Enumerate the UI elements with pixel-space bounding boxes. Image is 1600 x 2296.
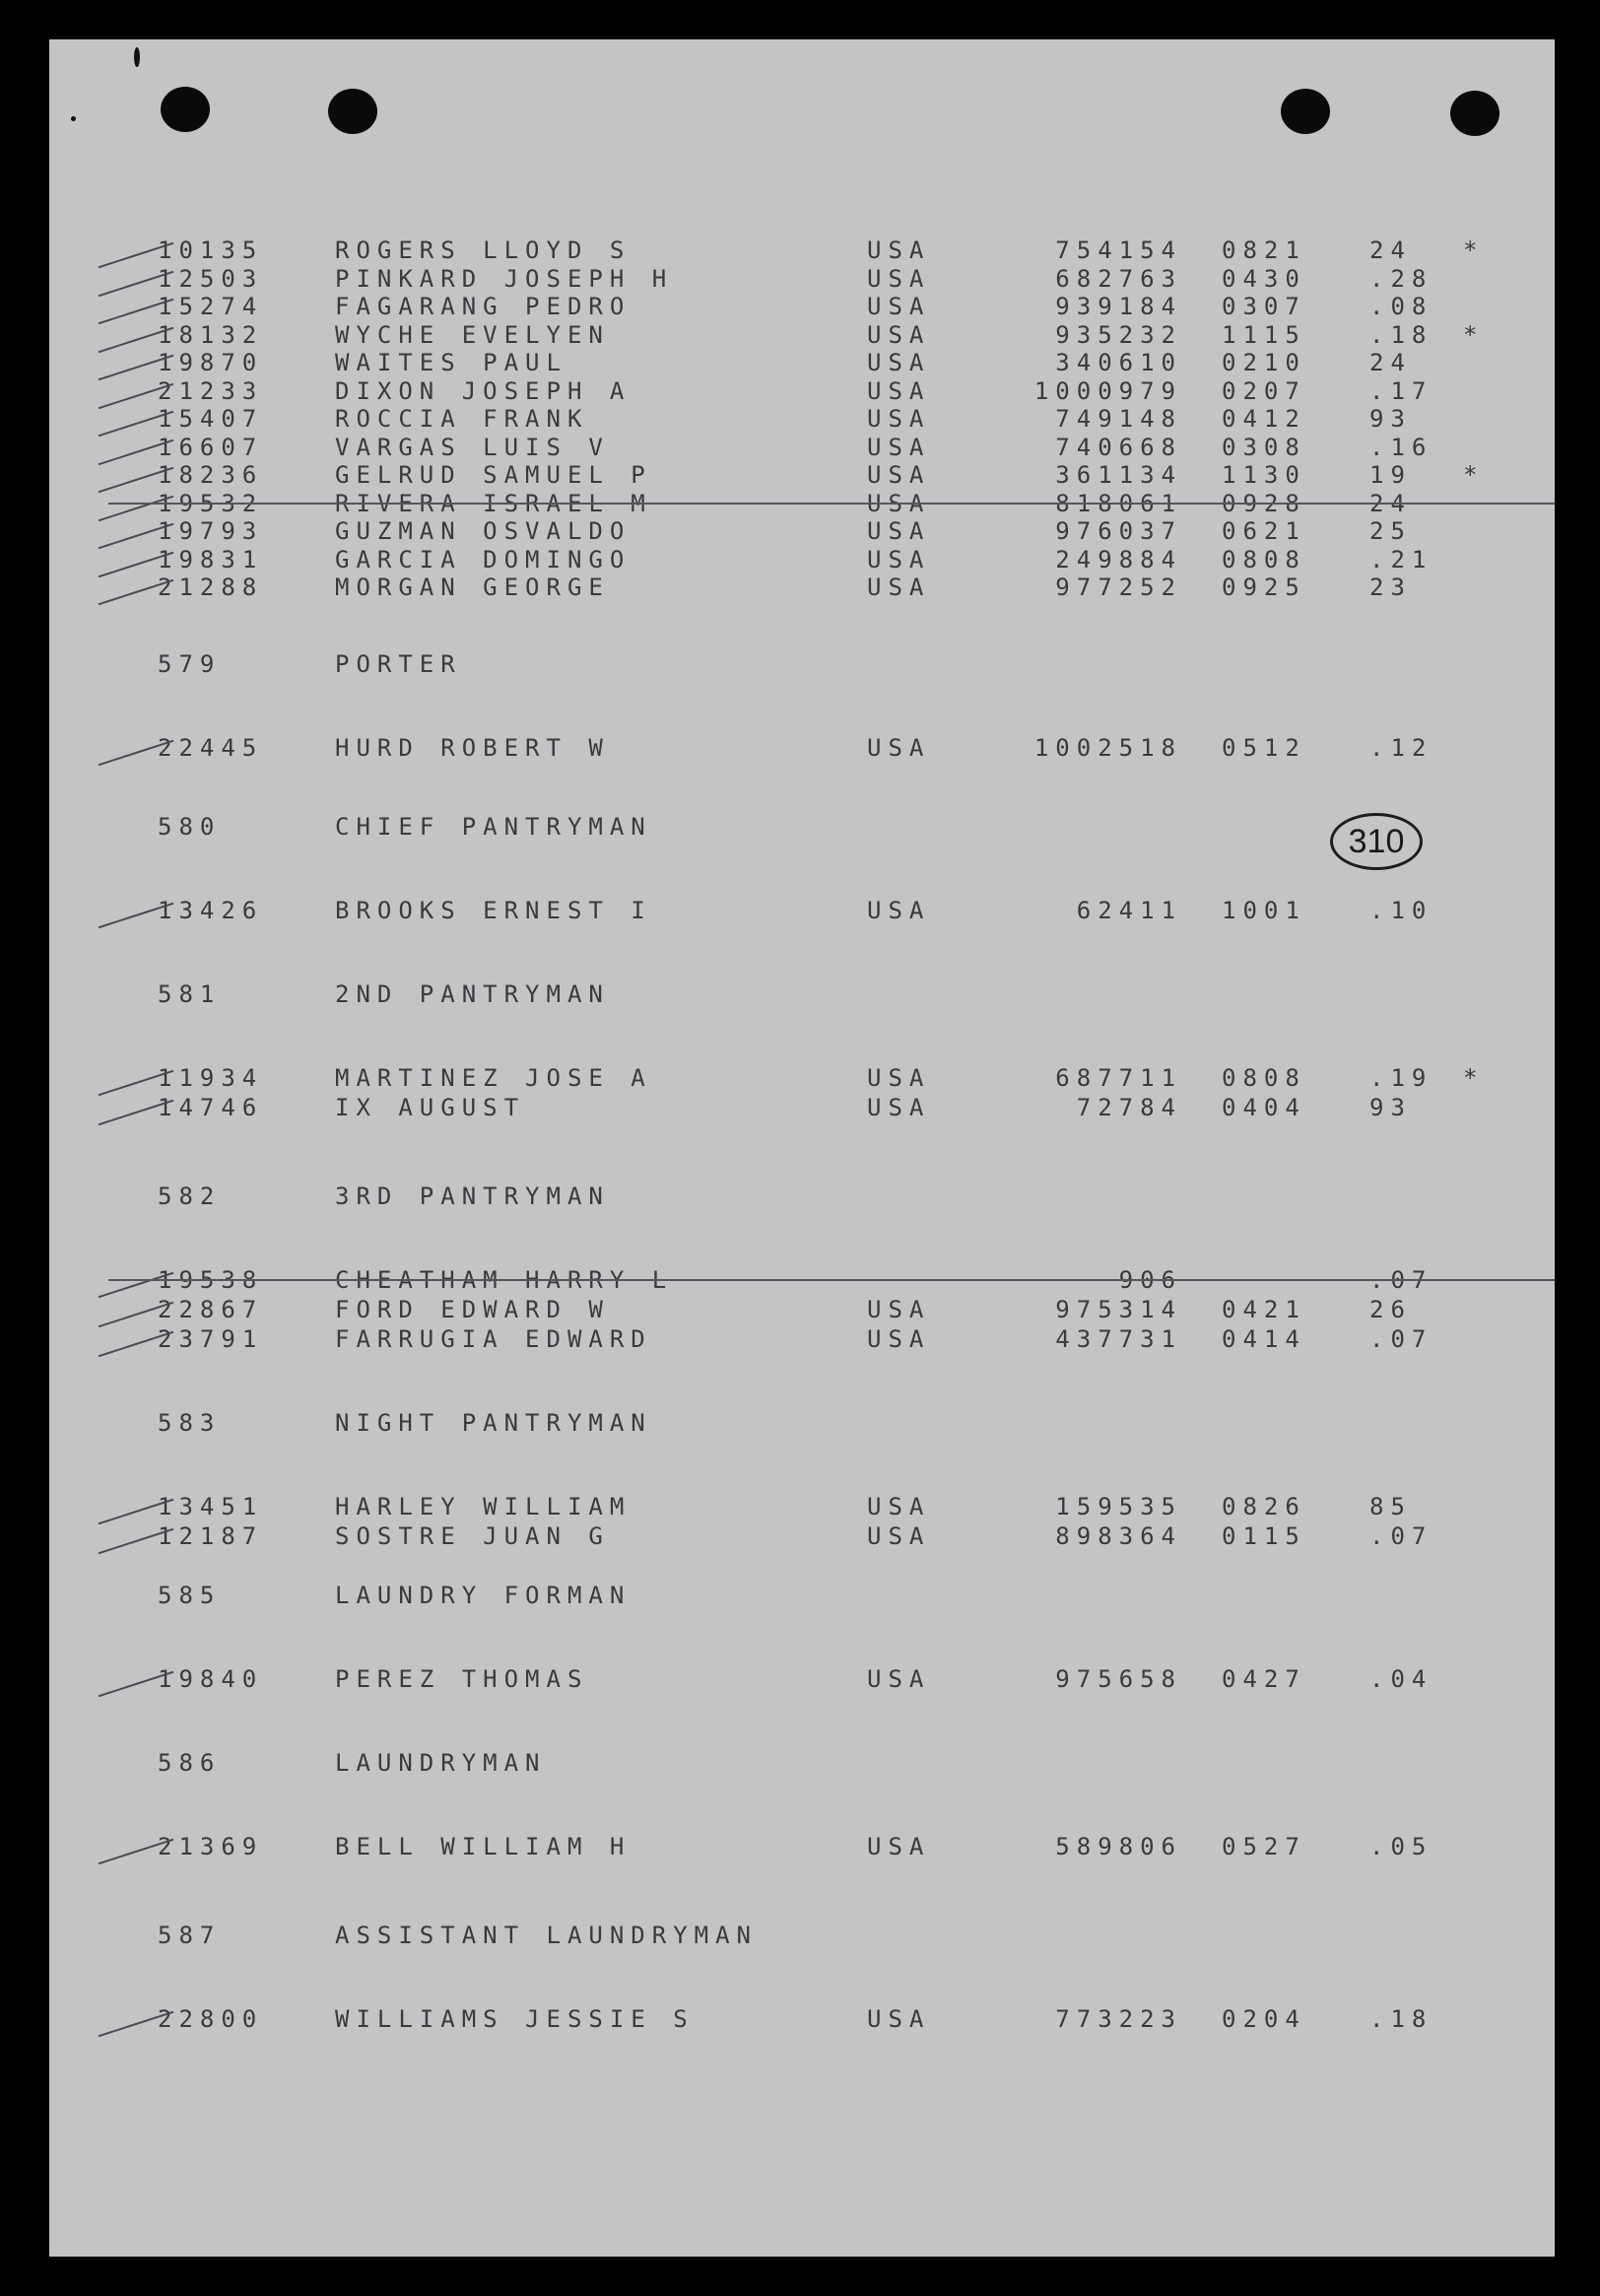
date-code: 0412 xyxy=(1222,405,1306,433)
certificate-number: 340610 xyxy=(1055,349,1182,376)
rate-value: .21 xyxy=(1369,545,1433,574)
nationality: USA xyxy=(867,236,931,264)
certificate-number: 72784 xyxy=(1076,1094,1182,1121)
date-code: 0307 xyxy=(1222,293,1306,320)
certificate-number: 975658 xyxy=(1055,1665,1182,1693)
roster-row xyxy=(49,574,1555,601)
crew-name: FAGARANG PEDRO xyxy=(335,293,632,320)
date-code: 0207 xyxy=(1222,376,1306,405)
rate-value: .17 xyxy=(1369,376,1433,405)
rate-value: 19 xyxy=(1369,461,1412,489)
crew-id: 19793 xyxy=(158,517,264,545)
crew-name: DIXON JOSEPH A xyxy=(335,376,632,405)
nationality: USA xyxy=(867,545,931,574)
roster-row xyxy=(49,293,1555,320)
certificate-number: 740668 xyxy=(1055,433,1182,461)
rate-value: .12 xyxy=(1369,734,1433,762)
section-code: 586 xyxy=(158,1749,222,1777)
roster-row xyxy=(49,897,1555,924)
certificate-number: 687711 xyxy=(1055,1064,1182,1092)
crew-id: 21288 xyxy=(158,574,264,601)
crew-name: PINKARD JOSEPH H xyxy=(335,264,674,293)
certificate-number: 773223 xyxy=(1055,2005,1182,2033)
rate-value: 24 xyxy=(1369,349,1412,376)
nationality: USA xyxy=(867,461,931,489)
certificate-number: 1002518 xyxy=(1033,734,1182,762)
roster-row xyxy=(49,1094,1555,1121)
rate-value: .07 xyxy=(1369,1266,1433,1294)
crew-name: BROOKS ERNEST I xyxy=(335,897,652,924)
crew-id: 19840 xyxy=(158,1665,264,1693)
certificate-number: 975314 xyxy=(1055,1296,1182,1323)
date-code: 0210 xyxy=(1222,349,1306,376)
roster-row xyxy=(49,434,1555,461)
rate-value: .08 xyxy=(1369,293,1433,320)
date-code: 0621 xyxy=(1222,517,1306,545)
rate-value: .18 xyxy=(1369,2005,1433,2033)
date-code: 0928 xyxy=(1222,489,1306,517)
certificate-number: 906 xyxy=(1118,1266,1182,1294)
date-code: 0427 xyxy=(1222,1665,1306,1693)
crew-id: 19831 xyxy=(158,545,264,574)
section-heading xyxy=(49,1922,1555,1949)
roster-row xyxy=(49,1493,1555,1520)
roster-row xyxy=(49,517,1555,545)
punch-hole xyxy=(1281,89,1330,134)
section-title: PORTER xyxy=(335,650,462,678)
roster-row xyxy=(49,349,1555,376)
crew-id: 11934 xyxy=(158,1064,264,1092)
certificate-number: 361134 xyxy=(1055,461,1182,489)
date-code: 0826 xyxy=(1222,1493,1306,1520)
certificate-number: 589806 xyxy=(1055,1833,1182,1860)
nationality: USA xyxy=(867,1665,931,1693)
roster-row xyxy=(49,546,1555,574)
date-code: 0308 xyxy=(1222,433,1306,461)
crew-id: 16607 xyxy=(158,433,264,461)
nationality: USA xyxy=(867,1522,931,1550)
section-code: 587 xyxy=(158,1922,222,1949)
ink-mark xyxy=(71,116,76,121)
date-code: 0808 xyxy=(1222,545,1306,574)
crew-id: 13451 xyxy=(158,1493,264,1520)
nationality: USA xyxy=(867,734,931,762)
crew-name: BELL WILLIAM H xyxy=(335,1833,632,1860)
strikethrough-line xyxy=(108,1279,1555,1281)
nationality: USA xyxy=(867,349,931,376)
crew-name: GELRUD SAMUEL P xyxy=(335,461,652,489)
crew-id: 19532 xyxy=(158,489,264,517)
date-code: 1001 xyxy=(1222,897,1306,924)
nationality: USA xyxy=(867,1325,931,1353)
nationality: USA xyxy=(867,320,931,349)
section-heading xyxy=(49,980,1555,1008)
crew-name: ROGERS LLOYD S xyxy=(335,236,632,264)
certificate-number: 437731 xyxy=(1055,1325,1182,1353)
crew-id: 12503 xyxy=(158,264,264,293)
crew-id: 14746 xyxy=(158,1094,264,1121)
crew-id: 13426 xyxy=(158,897,264,924)
crew-id: 18236 xyxy=(158,461,264,489)
certificate-number: 682763 xyxy=(1055,264,1182,293)
certificate-number: 62411 xyxy=(1076,897,1182,924)
rate-value: .07 xyxy=(1369,1325,1433,1353)
document-page xyxy=(49,39,1555,2257)
nationality: USA xyxy=(867,293,931,320)
rate-value: .16 xyxy=(1369,433,1433,461)
roster-row xyxy=(49,2005,1555,2033)
certificate-number: 754154 xyxy=(1055,236,1182,264)
crew-id: 19538 xyxy=(158,1266,264,1294)
page-number-stamp: 310 xyxy=(1330,813,1423,870)
crew-name: RIVERA ISRAEL M xyxy=(335,489,652,517)
crew-name: CHEATHAM HARRY L xyxy=(335,1266,674,1294)
crew-id: 18132 xyxy=(158,320,264,349)
certificate-number: 977252 xyxy=(1055,574,1182,601)
certificate-number: 935232 xyxy=(1055,320,1182,349)
nationality: USA xyxy=(867,1094,931,1121)
roster-row xyxy=(49,1325,1555,1353)
rate-value: 26 xyxy=(1369,1296,1412,1323)
date-code: 0925 xyxy=(1222,574,1306,601)
crew-name: FORD EDWARD W xyxy=(335,1296,610,1323)
nationality: USA xyxy=(867,433,931,461)
section-code: 585 xyxy=(158,1582,222,1609)
rate-value: .07 xyxy=(1369,1522,1433,1550)
date-code: 0404 xyxy=(1222,1094,1306,1121)
crew-name: WILLIAMS JESSIE S xyxy=(335,2005,695,2033)
crew-name: MARTINEZ JOSE A xyxy=(335,1064,652,1092)
section-title: 3RD PANTRYMAN xyxy=(335,1182,610,1210)
nationality: USA xyxy=(867,574,931,601)
section-title: 2ND PANTRYMAN xyxy=(335,980,610,1008)
crew-name: WYCHE EVELYEN xyxy=(335,320,610,349)
crew-id: 15274 xyxy=(158,293,264,320)
crew-id: 22867 xyxy=(158,1296,264,1323)
rate-value: 25 xyxy=(1369,517,1412,545)
crew-id: 19870 xyxy=(158,349,264,376)
certificate-number: 1000979 xyxy=(1033,376,1182,405)
section-heading xyxy=(49,1409,1555,1437)
crew-name: FARRUGIA EDWARD xyxy=(335,1325,652,1353)
roster-row xyxy=(49,734,1555,762)
crew-name: MORGAN GEORGE xyxy=(335,574,610,601)
section-code: 583 xyxy=(158,1409,222,1437)
rate-value: 85 xyxy=(1369,1493,1412,1520)
nationality: USA xyxy=(867,897,931,924)
section-code: 581 xyxy=(158,980,222,1008)
section-code: 582 xyxy=(158,1182,222,1210)
crew-id: 23791 xyxy=(158,1325,264,1353)
nationality: USA xyxy=(867,1493,931,1520)
date-code: 0115 xyxy=(1222,1522,1306,1550)
crew-name: WAITES PAUL xyxy=(335,349,567,376)
roster-row xyxy=(49,1833,1555,1860)
nationality: USA xyxy=(867,489,931,517)
section-heading xyxy=(49,1749,1555,1777)
section-title: LAUNDRY FORMAN xyxy=(335,1582,632,1609)
date-code: 0821 xyxy=(1222,236,1306,264)
crew-name: GUZMAN OSVALDO xyxy=(335,517,632,545)
asterisk-flag: * xyxy=(1463,320,1478,349)
nationality: USA xyxy=(867,2005,931,2033)
roster-row xyxy=(49,1522,1555,1550)
section-heading xyxy=(49,1582,1555,1609)
crew-name: PEREZ THOMAS xyxy=(335,1665,589,1693)
nationality: USA xyxy=(867,376,931,405)
nationality: USA xyxy=(867,264,931,293)
nationality: USA xyxy=(867,517,931,545)
nationality: USA xyxy=(867,1833,931,1860)
rate-value: .10 xyxy=(1369,897,1433,924)
certificate-number: 976037 xyxy=(1055,517,1182,545)
section-heading xyxy=(49,650,1555,678)
crew-name: IX AUGUST xyxy=(335,1094,526,1121)
crew-id: 15407 xyxy=(158,405,264,433)
rate-value: 93 xyxy=(1369,1094,1412,1121)
rate-value: .18 xyxy=(1369,320,1433,349)
asterisk-flag: * xyxy=(1463,461,1478,489)
certificate-number: 898364 xyxy=(1055,1522,1182,1550)
crew-name: HURD ROBERT W xyxy=(335,734,610,762)
section-title: ASSISTANT LAUNDRYMAN xyxy=(335,1922,758,1949)
date-code: 1130 xyxy=(1222,461,1306,489)
rate-value: .28 xyxy=(1369,264,1433,293)
roster-row xyxy=(49,1296,1555,1323)
ink-mark xyxy=(134,47,140,67)
crew-name: VARGAS LUIS V xyxy=(335,433,610,461)
section-title: NIGHT PANTRYMAN xyxy=(335,1409,652,1437)
crew-name: GARCIA DOMINGO xyxy=(335,545,632,574)
rate-value: 24 xyxy=(1369,489,1412,517)
section-title: CHIEF PANTRYMAN xyxy=(335,813,652,841)
date-code: 1115 xyxy=(1222,320,1306,349)
section-code: 580 xyxy=(158,813,222,841)
punch-hole xyxy=(161,87,210,132)
date-code: 0204 xyxy=(1222,2005,1306,2033)
rate-value: 23 xyxy=(1369,574,1412,601)
roster-row xyxy=(49,405,1555,433)
certificate-number: 159535 xyxy=(1055,1493,1182,1520)
certificate-number: 818061 xyxy=(1055,489,1182,517)
crew-id: 22445 xyxy=(158,734,264,762)
asterisk-flag: * xyxy=(1463,1064,1478,1092)
punch-hole xyxy=(328,89,377,134)
crew-id: 10135 xyxy=(158,236,264,264)
roster-row xyxy=(49,377,1555,405)
section-heading xyxy=(49,813,1555,841)
date-code: 0430 xyxy=(1222,264,1306,293)
rate-value: 24 xyxy=(1369,236,1412,264)
rate-value: .04 xyxy=(1369,1665,1433,1693)
rate-value: .19 xyxy=(1369,1064,1433,1092)
crew-name: HARLEY WILLIAM xyxy=(335,1493,632,1520)
date-code: 0414 xyxy=(1222,1325,1306,1353)
certificate-number: 249884 xyxy=(1055,545,1182,574)
section-heading xyxy=(49,1182,1555,1210)
section-code: 579 xyxy=(158,650,222,678)
crew-id: 12187 xyxy=(158,1522,264,1550)
roster-row xyxy=(49,1064,1555,1092)
strikethrough-line xyxy=(108,503,1555,505)
date-code: 0527 xyxy=(1222,1833,1306,1860)
nationality: USA xyxy=(867,405,931,433)
nationality: USA xyxy=(867,1064,931,1092)
date-code: 0808 xyxy=(1222,1064,1306,1092)
rate-value: .05 xyxy=(1369,1833,1433,1860)
crew-id: 21369 xyxy=(158,1833,264,1860)
rate-value: 93 xyxy=(1369,405,1412,433)
punch-hole xyxy=(1450,91,1500,136)
date-code: 0421 xyxy=(1222,1296,1306,1323)
date-code: 0512 xyxy=(1222,734,1306,762)
crew-name: SOSTRE JUAN G xyxy=(335,1522,610,1550)
asterisk-flag: * xyxy=(1463,236,1478,264)
roster-row xyxy=(49,1665,1555,1693)
roster-row xyxy=(49,236,1555,264)
certificate-number: 749148 xyxy=(1055,405,1182,433)
certificate-number: 939184 xyxy=(1055,293,1182,320)
section-title: LAUNDRYMAN xyxy=(335,1749,547,1777)
crew-name: ROCCIA FRANK xyxy=(335,405,589,433)
nationality: USA xyxy=(867,1296,931,1323)
crew-id: 21233 xyxy=(158,376,264,405)
roster-row xyxy=(49,461,1555,489)
roster-row xyxy=(49,265,1555,293)
crew-id: 22800 xyxy=(158,2005,264,2033)
roster-row xyxy=(49,321,1555,349)
